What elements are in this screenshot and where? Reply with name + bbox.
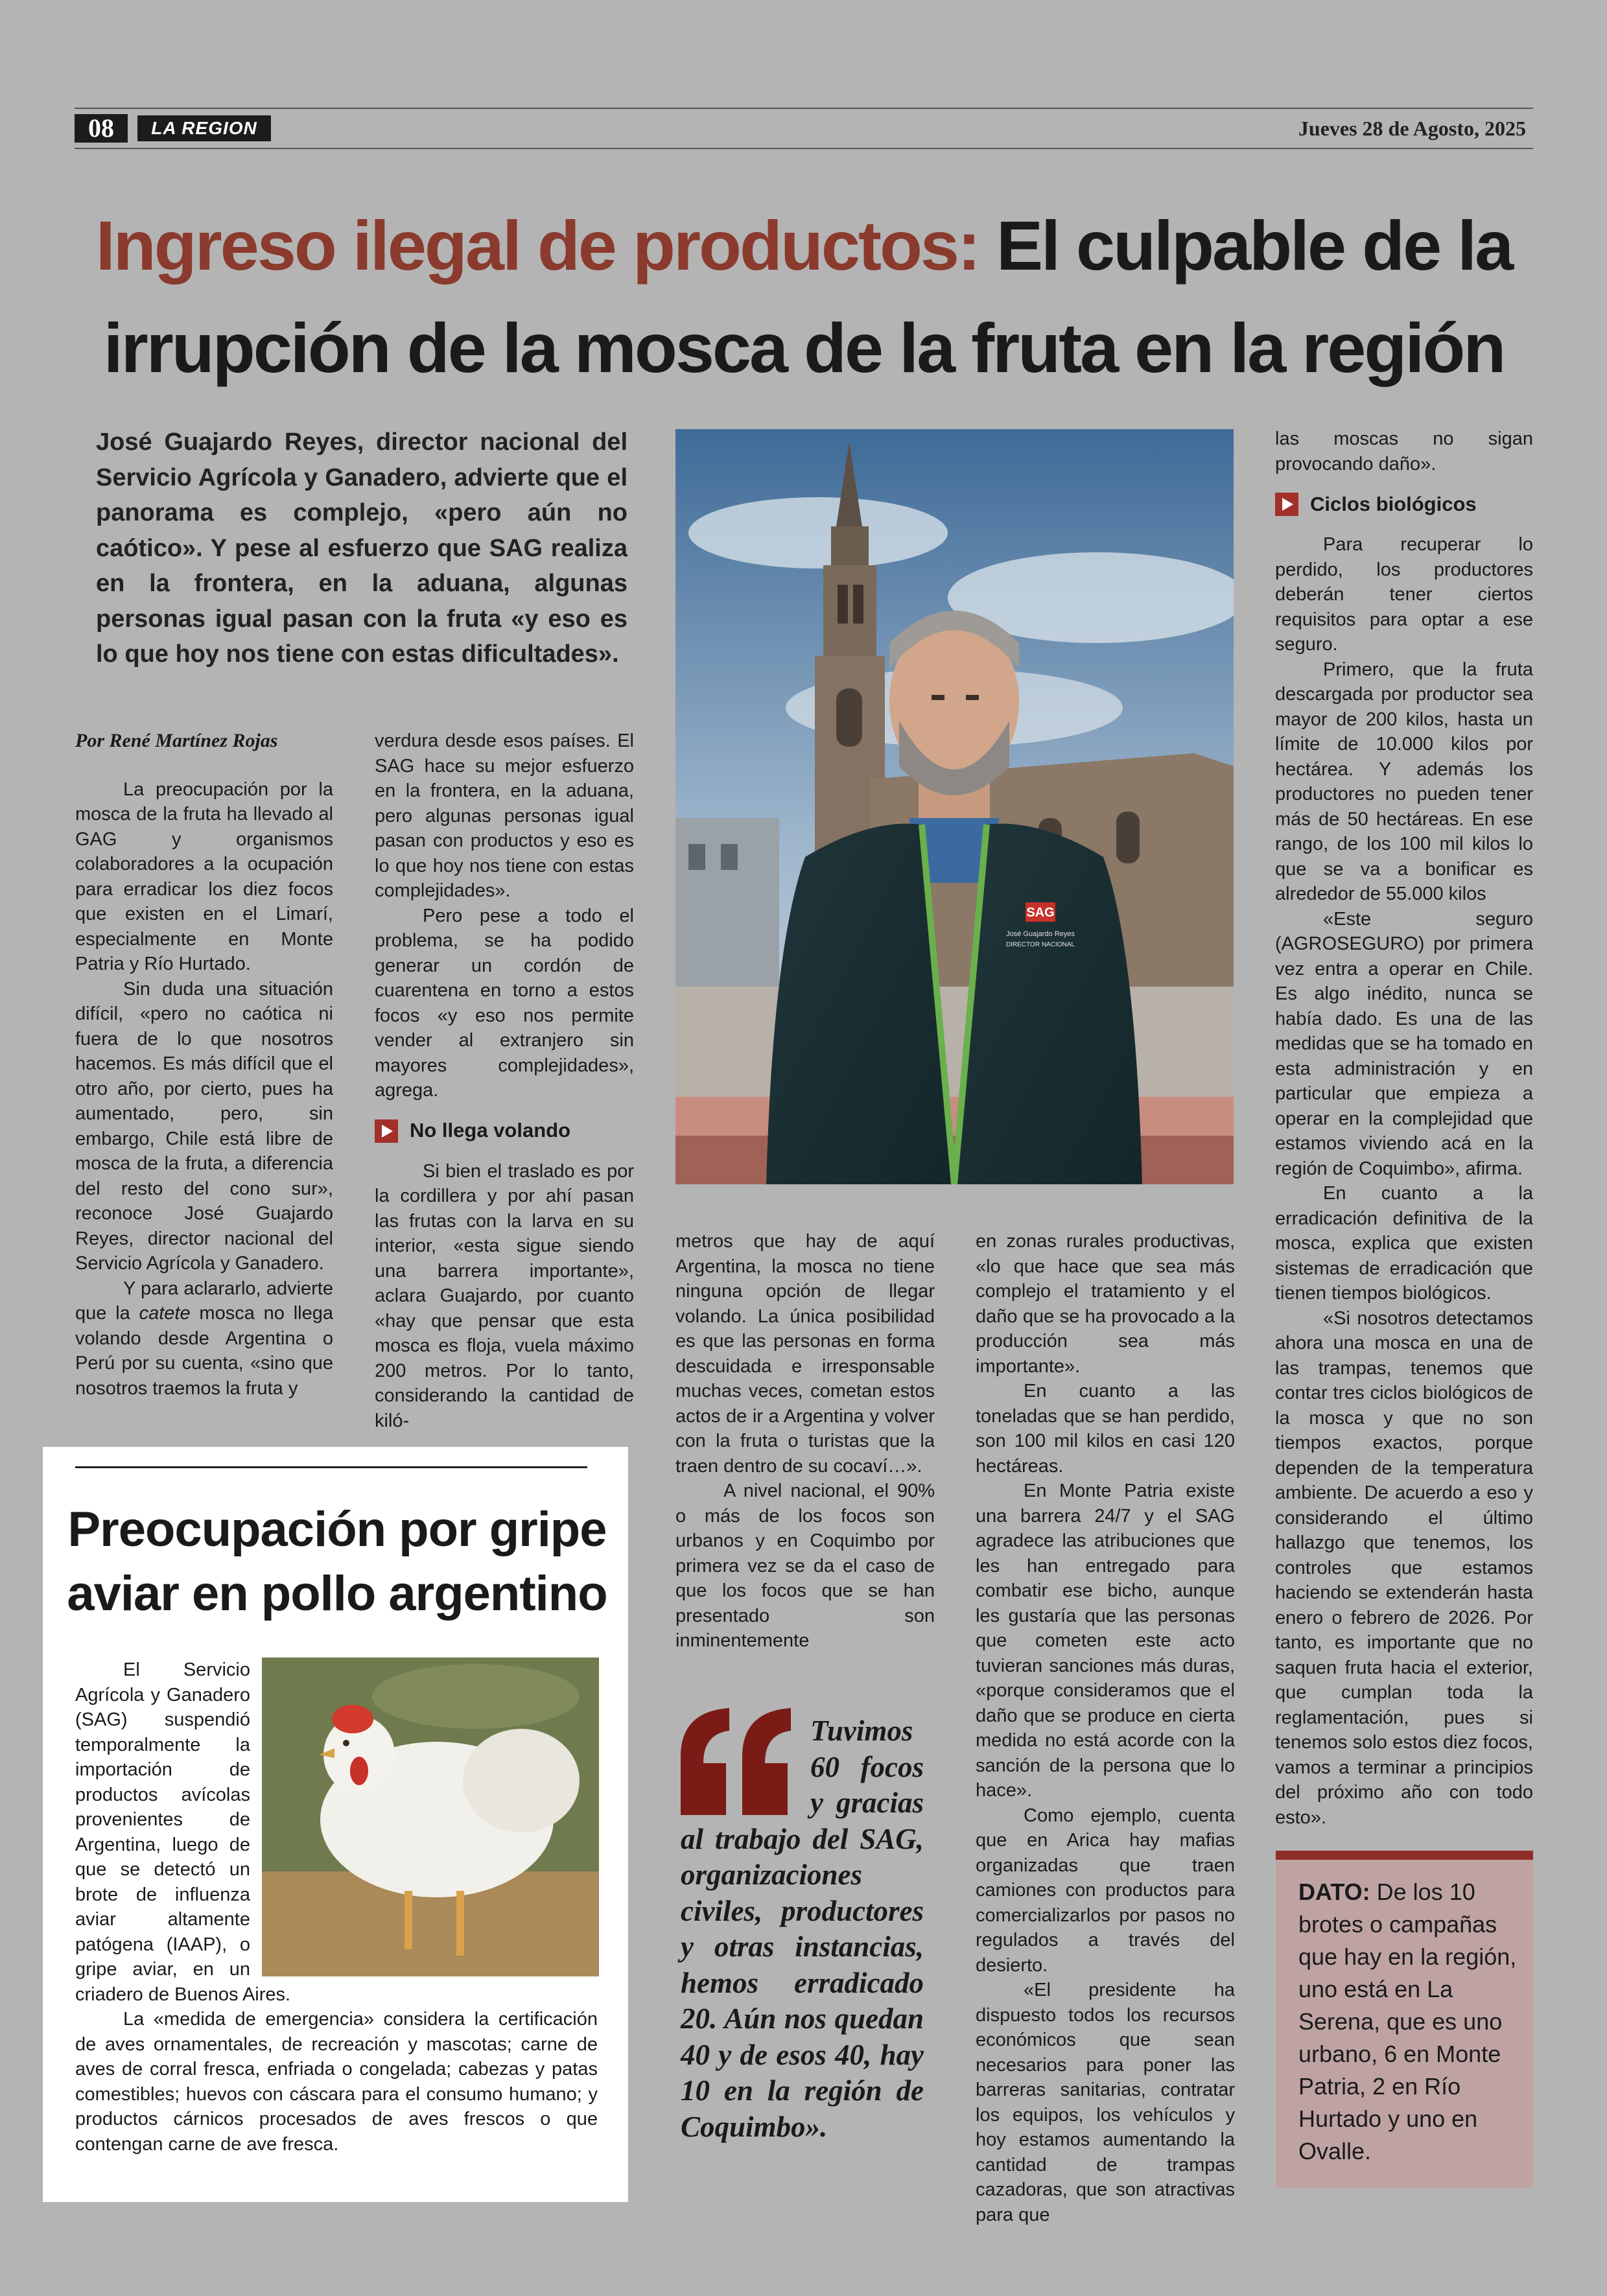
article-column-2 [375, 729, 634, 1433]
publication-logo: LA REGION [137, 115, 271, 141]
paragraph: verdura desde esos países. El SAG hace su mejor esfuerzo en la frontera, en la aduana, pero algunas personas igual pasan con productos y eso es lo que hoy nos tiene con estas complejidades». [375, 731, 634, 901]
subhead-no-llega-volando: No llega volando [375, 1119, 634, 1143]
paragraph: La «medida de emergencia» considera la certificación de aves ornamentales, de recreación y mascotas; carne de aves de corral fresca, enfriada o congelada; cabezas y patas comestibles; huevos con cáscara para el consumo humano; y productos cárnicos procesados de aves frescos o que contengan carne de ave fresca. [75, 2009, 598, 2155]
paragraph: Primero, que la fruta descargada por productor sea mayor de 200 kilos, hasta un límite de 10.000 kilos por hectárea. Y además los productores no pueden tener más de 50 hectáreas. En ese rango, de los 100 mil kilos lo que se va a bonificar es alrededor de 55.000 kilos [1275, 659, 1533, 904]
paragraph: Como ejemplo, cuenta que en Arica hay mafias organizadas que traen camiones con productos para comercializarlos por pasos no regulados a través del desierto. [976, 1805, 1235, 1976]
article-column-4 [976, 1229, 1235, 2227]
paragraph: El Servicio Agrícola y Ganadero (SAG) suspendió temporalmente la importación de productos avícolas provenientes de Argentina, luego de que se detectó un brote de influenza aviar altamente patógena (IAAP), o gripe aviar, en un criadero de Buenos Aires. [75, 1659, 291, 2005]
lead-paragraph: José Guajardo Reyes, director nacional del Servicio Agrícola y Ganadero, advierte que el panorama es complejo, «pero aún no caótico». Y pese al esfuerzo que SAG realiza en la frontera, en la aduana, algunas personas igual pasan con la fruta «y eso es lo que hoy nos tiene con estas dificultades». [96, 428, 628, 668]
sidebar-box-text [75, 1658, 598, 2157]
byline: Por René Martínez Rojas [75, 730, 278, 751]
headline [78, 194, 1530, 399]
issue-date: Jueves 28 de Agosto, 2025 [1298, 117, 1526, 140]
article-column-5 [1275, 427, 1533, 1830]
dato-label: DATO: [1298, 1879, 1370, 1905]
jacket-title: DIRECTOR NACIONAL [1006, 941, 1075, 948]
pull-quote: Tuvimos 60 focos y gracias al trabajo del SAG, organizaciones civiles, productores y otras instancias, hemos erradicado 20. Aún nos quedan 40 y de esos 40, hay 10 en la región de Coquimbo». [681, 1715, 924, 2143]
paragraph: En cuanto a la erradicación definitiva de la mosca, explica que existen sistemas de erradicación que tienen tiempos biológicos. [1275, 1183, 1533, 1304]
sidebar-box-title: Preocupación por gripe aviar en pollo argentino [67, 1502, 607, 1621]
paragraph: En Monte Patria existe una barrera 24/7 y el SAG agradece las atribuciones que les han entregado para combatir ese bicho, aunque les gustaría que las personas que cometen este acto tuvieran sanciones más duras, «porque consideramos que el daño que se produce en cierta medida no está acorde con la sanción de la persona que lo hace». [976, 1481, 1235, 1801]
header-rule-top [75, 108, 1533, 109]
paragraph: En cuanto a las toneladas que se han perdido, son 100 mil kilos en casi 120 hectáreas. [976, 1381, 1235, 1477]
subhead-ciclos-biologicos: Ciclos biológicos [1275, 492, 1533, 517]
quote-float-spacer [681, 1713, 810, 1804]
portrait-photo [675, 429, 1234, 1184]
paragraph: «Si nosotros detectamos ahora una mosca en una de las trampas, tenemos que contar tres ciclos biológicos de la mosca y que no son tiempos exactos, porque dependen de la temperatura ambiente. De acuerdo a eso y considerando el último hallazgo que tenemos, los controles que estamos haciendo se extenderán hasta enero o febrero de 2026. Por tanto, es importante que no saquen fruta hacia el exterior, que cumplan toda la reglamentación, pues si tenemos solo estos diez focos, vamos a terminar a principios del próximo año con todo esto». [1275, 1307, 1533, 1828]
header-rule-bottom [75, 148, 1533, 149]
paragraph: A nivel nacional, el 90% o más de los focos son urbanos y en Coquimbo por primera vez se da el caso de que los focos que se han presentado son inminentemente [675, 1481, 935, 1651]
article-column-3 [675, 1229, 935, 1654]
paragraph: Para recuperar lo perdido, los productores deberán tener ciertos requisitos para optar a ese seguro. [1275, 534, 1533, 655]
dato-box-bar [1276, 1851, 1533, 1860]
sidebar-box-rule [75, 1466, 587, 1468]
headline-main: El culpable de la irrupción de la mosca de la fruta en la región [103, 206, 1512, 387]
paragraph: las moscas no sigan provocando daño». [1275, 428, 1533, 474]
play-triangle-icon [375, 1119, 398, 1143]
dato-box-text: DATO: De los 10 brotes o campañas que hay en la región, uno está en La Serena, que es uno urbano, 6 en Monte Patria, 2 en Río Hurtado y uno en Ovalle. [1298, 1879, 1517, 2164]
paragraph: Pero pese a todo el problema, se ha podido generar un cordón de cuarentena en torno a estos focos «y eso nos permite vender al extranjero sin mayores complejidades», agrega. [375, 905, 634, 1101]
paragraph: «Este seguro (AGROSEGURO) por primera vez entra a operar en Chile. Es algo inédito, nunca se había dado. Es una de las medidas que se ha tomado en esta administración y en particular que empieza a operar en la complejidad que estamos viviendo acá en la región de Coquimbo», afirma. [1275, 908, 1533, 1179]
paragraph: «El presidente ha dispuesto todos los recursos económicos que sean necesarios para poner las barreras sanitarias, contratar los equipos, los vehículos y hoy estamos aumentando la cantidad de trampas cazadoras, que son atractivas para que [976, 1980, 1235, 2225]
page-number: 08 [75, 114, 128, 143]
jacket-name: José Guajardo Reyes [1006, 930, 1075, 938]
paragraph: Y para aclararlo, advierte que la catete mosca no llega volando desde Argentina o Perú por su cuenta, «sino que nosotros traemos la fruta y [75, 1278, 333, 1399]
paragraph: metros que hay de aquí Argentina, la mosca no tiene ninguna opción de llegar volando. La única posibilidad es que las personas en forma descuidada e irresponsable muchas veces, cometan estos actos de ir a Argentina y volver con la fruta o turistas que la traen dentro de su cocaví…». [675, 1231, 935, 1477]
headline-accent: Ingreso ilegal de productos: [95, 206, 979, 285]
paragraph: La preocupación por la mosca de la fruta ha llevado al GAG y organismos colaboradores a la ocupación para erradicar los diez focos que existen en el Limarí, especialmente en Monte Patria y Río Hurtado. [75, 779, 333, 974]
play-triangle-icon [1275, 493, 1298, 516]
paragraph: en zonas rurales productivas, «lo que hace que sea más complejo el tratamiento y el daño que se ha provocado a la producción sea más importante». [976, 1231, 1235, 1377]
jacket-badge: SAG [1026, 906, 1055, 920]
paragraph: Si bien el traslado es por la cordillera y por ahí pasan las frutas con la larva en su interior, «esta sigue siendo una barrera importante», aclara Guajardo, por cuanto «hay que pensar que esta mosca es floja, vuela máximo 200 metros. Por lo tanto, considerando la cantidad de kiló- [375, 1160, 634, 1431]
article-column-1 [75, 729, 333, 1401]
chicken-photo [262, 1658, 599, 1976]
paragraph: Sin duda una situación difícil, «pero no caótica ni fuera de lo que nosotros hacemos. Es más difícil que el otro año, por cierto, pues ha aumentado, pero, sin embargo, Chile está libre de mosca de la fruta, a diferencia del resto del cono sur», reconoce José Guajardo Reyes, director nacional del Servicio Agrícola y Ganadero. [75, 978, 333, 1274]
